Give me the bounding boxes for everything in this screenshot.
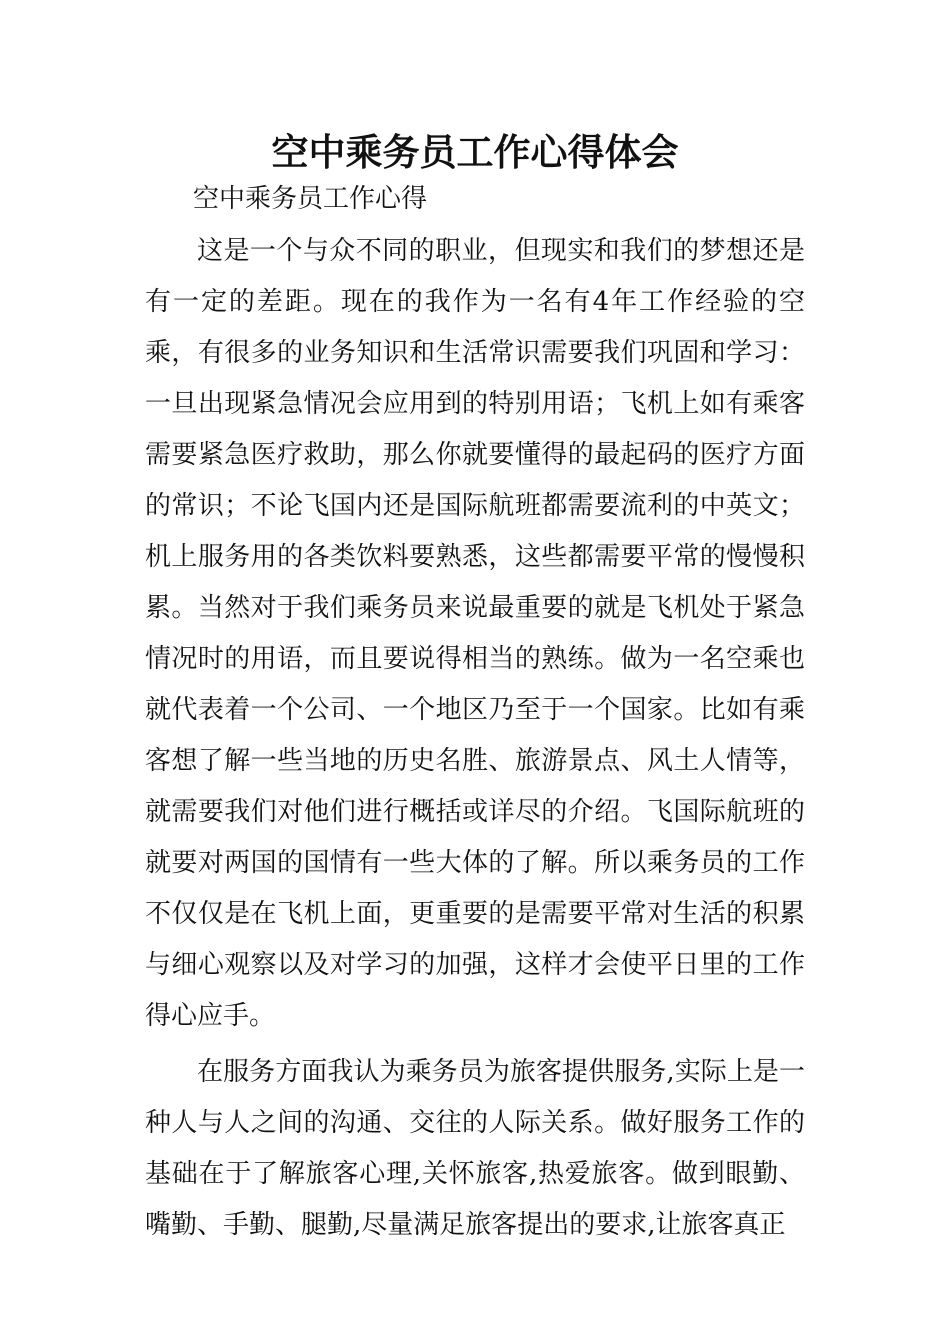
document-body (145, 226, 805, 1251)
document-subtitle: 空中乘务员工作心得 (193, 184, 428, 214)
paragraph-1: 这是一个与众不同的职业，但现实和我们的梦想还是有一定的差距。现在的我作为一名有4年工作经验的空乘，有很多的业务知识和生活常识需要我们巩固和学习：一旦出现紧急情况会应用到的特别用语；飞机上如有乘客需要紧急医疗救助，那么你就要懂得的最起码的医疗方面的常识；不论飞国内还是国际航班都需要流利的中英文；机上服务用的各类饮料要熟悉，这些都需要平常的慢慢积累。当然对于我们乘务员来说最重要的就是飞机处于紧急情况时的用语，而且要说得相当的熟练。做为一名空乘也就代表着一个公司、一个地区乃至于一个国家。比如有乘客想了解一些当地的历史名胜、旅游景点、风土人情等，就需要我们对他们进行概括或详尽的介绍。飞国际航班的就要对两国的国情有一些大体的了解。所以乘务员的工作不仅仅是在飞机上面，更重要的是需要平常对生活的积累与细心观察以及对学习的加强，这样才会使平日里的工作得心应手。 (145, 236, 805, 1031)
document-title: 空中乘务员工作心得体会 (271, 130, 679, 174)
paragraph-2: 在服务方面我认为乘务员为旅客提供服务,实际上是一种人与人之间的沟通、交往的人际关系。做好服务工作的基础在于了解旅客心理,关怀旅客,热爱旅客。做到眼勤、嘴勤、手勤、腿勤,尽量满足旅客提出的要求,让旅客真正 (145, 1057, 805, 1240)
